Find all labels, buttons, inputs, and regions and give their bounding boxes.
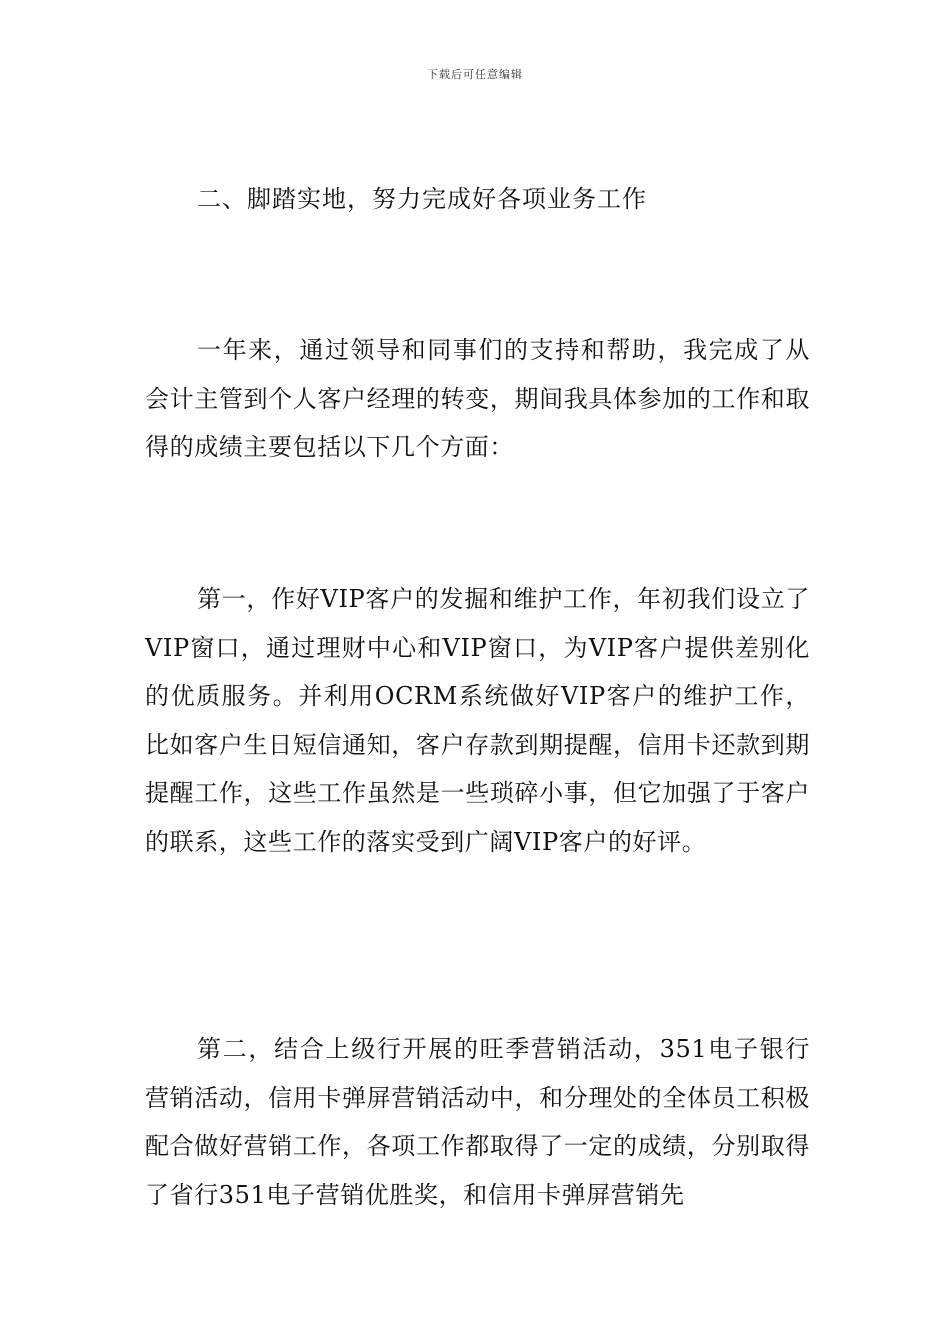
paragraph-intro: 一年来，通过领导和同事们的支持和帮助，我完成了从会计主管到个人客户经理的转变，期间我具体参加的工作和取得的成绩主要包括以下几个方面： [145, 336, 810, 461]
header-note: 下载后可任意编辑 [427, 68, 523, 81]
section-heading: 二、脚踏实地，努力完成好各项业务工作 [197, 185, 647, 213]
paragraph-second: 第二，结合上级行开展的旺季营销活动，351电子银行营销活动，信用卡弹屏营销活动中，和分理处的全体员工积极配合做好营销工作，各项工作都取得了一定的成绩，分别取得了省行351电子营销优胜奖，和信用卡弹屏营销先 [145, 1035, 810, 1209]
paragraph-first: 第一，作好VIP客户的发掘和维护工作，年初我们设立了VIP窗口，通过理财中心和VIP窗口，为VIP客户提供差别化的优质服务。并利用OCRM系统做好VIP客户的维护工作，比如客户生日短信通知，客户存款到期提醒，信用卡还款到期提醒工作，这些工作虽然是一些琐碎小事，但它加强了于客户的联系，这些工作的落实受到广阔VIP客户的好评。 [145, 585, 810, 856]
